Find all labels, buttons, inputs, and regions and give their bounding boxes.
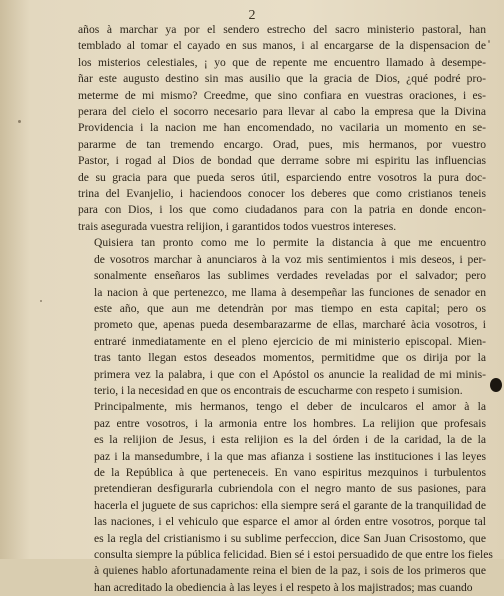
text-line: la nacion à que pertenezco, me llama à desempeñar las funciones de senador en bbox=[94, 285, 486, 299]
text-line: entraré inmediatamente en el pleno ejercicio de mi ministerio episcopal. Mien- bbox=[94, 334, 486, 348]
text-line: es la regla del cristianismo i su sublime perfeccion, dice San Juan Crisostomo, que bbox=[94, 531, 486, 545]
text-line: à quienes hablo afortunadamente reina el bien de la paz, i sois de los primeros que bbox=[94, 564, 486, 578]
text-line: sonalmente enseñaros las sublimes verdades reveladas por el salvador; pero bbox=[94, 269, 486, 283]
text-line: las naciones, i el vehiculo que esparce el amor al órden entre vosotros, porque tal bbox=[94, 515, 486, 529]
text-line: Quisiera tan pronto como me lo permite la distancia à que me encuentro bbox=[94, 236, 486, 250]
text-line: trina del Evanjelio, i haciendoos conocer los deberes que como cristianos teneis bbox=[78, 187, 486, 201]
text-line: temblado al tomar el cayado en sus manos, i al encargarse de la dispensacion de bbox=[78, 39, 486, 53]
text-line: este año, que aun me detendràn por mas tiempo en esta capital; pero os bbox=[94, 301, 486, 315]
text-line: perara del cielo el socorro necesario para llevar al cabo la empresa que la Divina bbox=[78, 105, 486, 119]
text-line: los misterios celestiales, ¡ yo que de repente me encuentro llamado à desempe- bbox=[78, 55, 486, 69]
text-line: ñar este augusto destino sin mas ausilio que la gracia de Dios, ¿qué podré pro- bbox=[78, 72, 486, 86]
text-line: consulta siempre la pública felicidad. Bien sé i estoi persuadido de que entre los fieles bbox=[94, 548, 493, 561]
text-line: pararme de tan tremendo encargo. Orad, pues, mis hermanos, por vuestro bbox=[78, 137, 486, 151]
text-line: hacerla el juguete de sus caprichos: ella siempre será el garante de la tranquilidad de bbox=[94, 498, 486, 512]
text-line: paz i la mansedumbre, i la que mas afianza i sostiene las instituciones i las leyes bbox=[94, 449, 486, 463]
text-line: tras tanto llegan estos deseados momentos, permitidme que os dirija por la bbox=[94, 351, 486, 365]
paper-speck bbox=[18, 120, 21, 123]
text-line: pretendieran desfigurarla cubriendola con el negro manto de sus pasiones, para bbox=[94, 482, 486, 496]
text-line: han acreditado la obediencia à las leyes i el respeto à los majistrados; mas cuando bbox=[94, 580, 473, 594]
paragraph bbox=[78, 22, 486, 235]
text-line: de la República à que perteneceis. En vano espiritus mezquinos i turbulentos bbox=[94, 465, 486, 479]
text-line: primera vez la palabra, i que con el Apóstol os anuncie la realidad de mi minis- bbox=[94, 367, 486, 381]
text-line: trais asegurada vuestra relijion, i garantidos todos vuestros intereses. bbox=[78, 219, 397, 233]
text-line: Pastor, i rogad al Dios de bondad que derrame sobre mi espiritu las influencias bbox=[78, 154, 486, 168]
paragraph bbox=[78, 399, 493, 596]
text-line: es la relijion de Jesus, i esta relijion es la del órden i de la caridad, la de la bbox=[94, 433, 486, 447]
text-line: paz entre vosotros, i la armonia entre los hombres. La relijion que profesais bbox=[94, 416, 486, 430]
page-number: 2 bbox=[248, 8, 256, 23]
text-line: terio, i la necesidad en que os encontrais de escucharme con respeto i sumision. bbox=[94, 383, 463, 397]
text-line: de su gracia para que pueda seros útil, esparciendo entre vosotros la pura doc- bbox=[78, 170, 486, 184]
paper-speck bbox=[40, 300, 42, 302]
text-line: de vosotros marchar à anunciaros à la voz mis sentimientos i mis deseos, i per- bbox=[94, 252, 486, 266]
ink-blot bbox=[490, 378, 502, 392]
text-line: meterme de mi mismo? Creedme, que sino confiara en vuestras oraciones, i es- bbox=[78, 88, 486, 102]
text-line: Principalmente, mis hermanos, tengo el deber de inculcaros el amor à la bbox=[94, 400, 486, 414]
text-line: Providencia i la nacion me han encomendado, no vacilaria un momento en se- bbox=[78, 121, 486, 135]
text-line: para con Dios, i los que como ciudadanos para con la patria en donde encon- bbox=[78, 203, 486, 217]
paragraph bbox=[78, 235, 486, 399]
text-line: años à marchar ya por el sendero estrecho del sacro ministerio pastoral, han bbox=[78, 23, 486, 36]
body-text bbox=[78, 22, 493, 596]
text-line: prometo que, apenas pueda desembarazarme de ellas, marcharé àcia vosotros, i bbox=[94, 318, 486, 332]
paper-speck bbox=[488, 40, 490, 43]
